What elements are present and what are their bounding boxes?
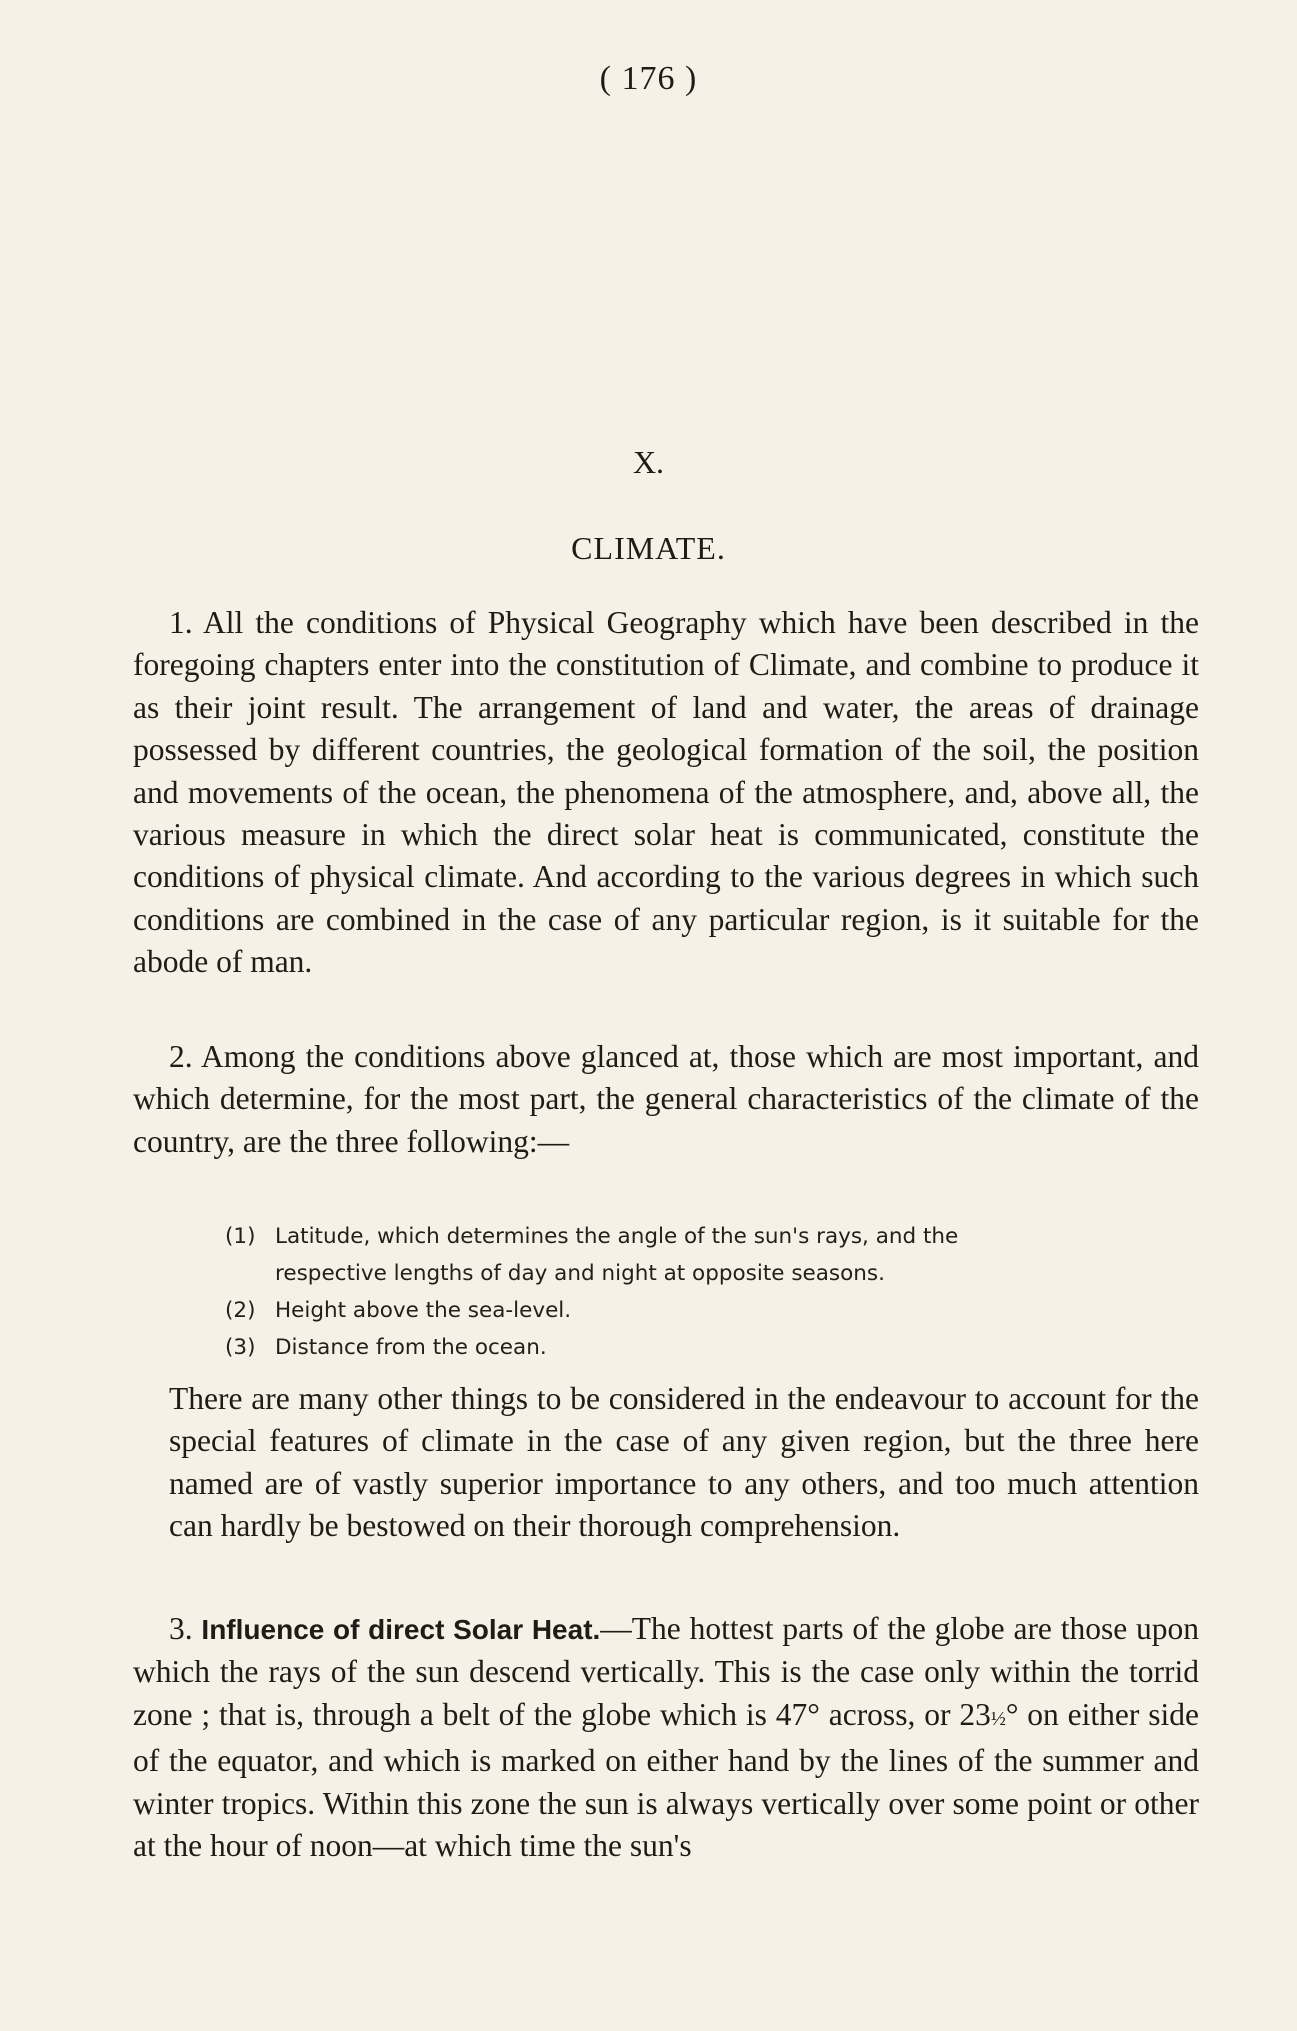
chapter-title: CLIMATE. [571, 530, 726, 566]
paragraph-text: —The hottest parts of the globe are those upon which the rays of the sun descend vertically. This is the case only within the torrid zone ; that is, through a belt of the globe which is 47° across, or 23 [133, 1611, 1199, 1732]
paragraph-number: 1. [169, 605, 193, 640]
list-item [225, 1218, 1150, 1292]
list-item-number: (1) [225, 1224, 256, 1249]
paragraph-text: Among the conditions above glanced at, those which are most important, and which determine, for the most part, the general characteristics of the climate of the country, are the three following:— [133, 1039, 1200, 1159]
paragraph-1 [133, 602, 1199, 984]
page-number: ( 176 ) [599, 60, 698, 97]
list-item-number: (2) [225, 1298, 256, 1323]
list-item-number: (3) [225, 1335, 256, 1360]
paragraph-2 [133, 1036, 1199, 1163]
list-item [225, 1329, 1150, 1366]
paragraph-text: All the conditions of Physical Geography which have been described in the foregoing chapters enter into the constitution of Climate, and combine to produce it as their joint result. The arrangement of land and water, the areas of drainage possessed by different countries, the geological formation of the soil, the position and movements of the ocean, the phenomena of the atmosphere, and, above all, the various measure in which the direct solar heat is communicated, constitute the conditions of physical climate. And according to the various degrees in which such conditions are combined in the case of any particular region, is it suitable for the abode of man. [133, 605, 1200, 980]
list-item-text: Latitude, which determines the angle of the sun's rays, and the [275, 1224, 959, 1249]
list-item-continuation: respective lengths of day and night at opposite seasons. [275, 1261, 885, 1286]
paragraph-text: There are many other things to be considered in the endeavour to account for the special features of climate in the case of any given region, but the three here named are of vastly superior importance to any others, and too much attention can hardly be bestowed on their thorough comprehension. [169, 1381, 1199, 1544]
section-lead-heading: Influence of direct Solar Heat. [201, 1614, 601, 1645]
list-item [225, 1292, 1150, 1329]
chapter-number: X. [632, 444, 665, 480]
paragraph-3 [133, 1378, 1199, 1548]
paragraph-number: 3. [169, 1611, 193, 1646]
conditions-list [225, 1218, 1150, 1366]
list-item-text: Height above the sea-level. [275, 1298, 572, 1323]
list-item-text: Distance from the ocean. [275, 1335, 547, 1360]
paragraph-number: 2. [169, 1039, 193, 1074]
paragraph-text-continued: ° on either side of the equator, and which is marked on either hand by the lines of the summer and winter tropics. Within this zone the sun is always vertically over some point or other at the hour of noon—at which time the sun's [133, 1696, 1200, 1864]
paragraph-4 [133, 1608, 1199, 1867]
fraction: ½ [990, 1707, 1006, 1730]
